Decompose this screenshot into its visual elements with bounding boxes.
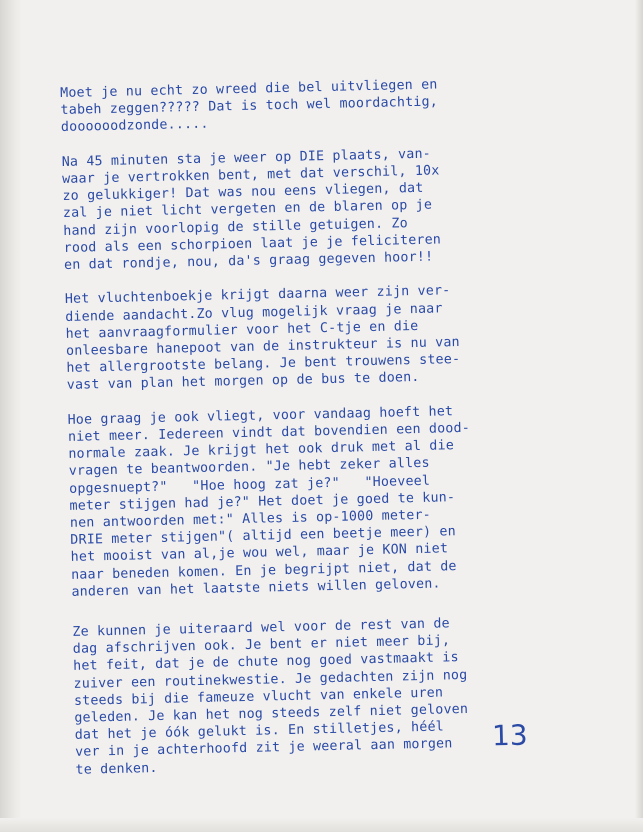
text-line: opgesnuept?" "Hoe hoog zat je?" "Hoeveel bbox=[68, 473, 431, 497]
text-line: zo gelukkiger! Dat was nou eens vliegen, dat bbox=[62, 180, 424, 205]
text-line: normale zaak. Je krijgt het ook druk met al die bbox=[68, 438, 455, 463]
text-line: doooooodzonde..... bbox=[60, 117, 209, 136]
text-line: niet meer. Iedereen vindt dat bovendien een dood- bbox=[67, 420, 471, 445]
typewritten-text bbox=[60, 72, 636, 778]
text-line: dat het je óók gelukt is. En stilletjes, héél bbox=[74, 719, 445, 744]
text-line: diende aandacht.Zo vlug mogelijk vraag je naar bbox=[65, 300, 443, 325]
text-line: het mooist van al,je wou wel, maar je KON niet bbox=[70, 541, 449, 566]
text-line: hand zijn voorlopig de stille getuigen. Zo bbox=[63, 215, 409, 239]
text-line: te denken. bbox=[75, 760, 158, 778]
text-line: vragen te beantwoorden. "Je hebt zeker alles bbox=[68, 456, 430, 480]
text-line: geleden. Je kan het nog steeds zelf niet geloven bbox=[74, 701, 469, 726]
text-line: meter stijgen had je?" Het doet je goed te kun- bbox=[69, 489, 456, 514]
text-line: zuiver een routinekwestie. Je gedachten zijn nog bbox=[73, 667, 468, 692]
text-line: Het vluchtenboekje krijgt daarna weer zijn ver- bbox=[64, 283, 451, 308]
page-number: 13 bbox=[491, 718, 528, 753]
text-line: rood als een schorpioen laat je je feliciteren bbox=[63, 232, 442, 256]
paragraph-2 bbox=[62, 141, 625, 274]
paragraph-4 bbox=[67, 399, 631, 601]
page-bottom-edge bbox=[0, 818, 643, 832]
text-line: tabeh zeggen????? Dat is toch wel moordachtig, bbox=[60, 94, 439, 119]
text-line: het feit, dat je de chute nog goed vastmaakt is bbox=[73, 650, 459, 675]
text-line: het aanvraagformulier voor het C-tje en die bbox=[65, 318, 419, 342]
text-line: zal je niet licht vergeten en de blaren op je bbox=[62, 197, 433, 222]
text-line: DRIE meter stijgen"( altijd een beetje meer) en bbox=[70, 524, 457, 549]
text-line: Moet je nu echt zo wreed die bel uitvliegen en bbox=[60, 77, 438, 101]
text-line: nen antwoorden met:" Alles is op-1000 meter- bbox=[69, 507, 432, 531]
text-line: dag afschrijven ook. Je bent er niet meer bij, bbox=[72, 633, 451, 658]
paragraph-5 bbox=[72, 611, 635, 778]
text-line: Na 45 minuten sta je weer op DIE plaats, van- bbox=[61, 146, 432, 170]
paragraph-3 bbox=[65, 279, 627, 395]
text-line: het allergrootste belang. Je bent trouwens stee- bbox=[66, 352, 461, 377]
text-line: ver in je achterhoofd zit je weeral aan morgen bbox=[74, 736, 453, 761]
binding-gutter bbox=[0, 0, 22, 832]
text-line: onleesbare hanepoot van de instrukteur is nu van bbox=[65, 335, 460, 359]
text-line: Ze kunnen je uiteraard wel voor de rest van de bbox=[72, 616, 450, 640]
text-line: steeds bij die fameuze vlucht van enkele uren bbox=[73, 685, 444, 709]
text-line: vast van plan het morgen op de bus te doen. bbox=[66, 370, 420, 394]
text-line: anderen van het laatste niets willen geloven. bbox=[71, 576, 441, 600]
page-right-edge bbox=[635, 0, 643, 832]
text-line: en dat rondje, nou, da's graag gegeven hoor!! bbox=[63, 249, 434, 273]
text-line: Hoe graag je ook vliegt, voor vandaag hoeft het bbox=[67, 403, 454, 428]
text-line: waar je vertrokken bent, met dat verschil, 10x bbox=[61, 163, 440, 187]
text-line: naar beneden komen. En je begrijpt niet, dat de bbox=[70, 558, 457, 583]
